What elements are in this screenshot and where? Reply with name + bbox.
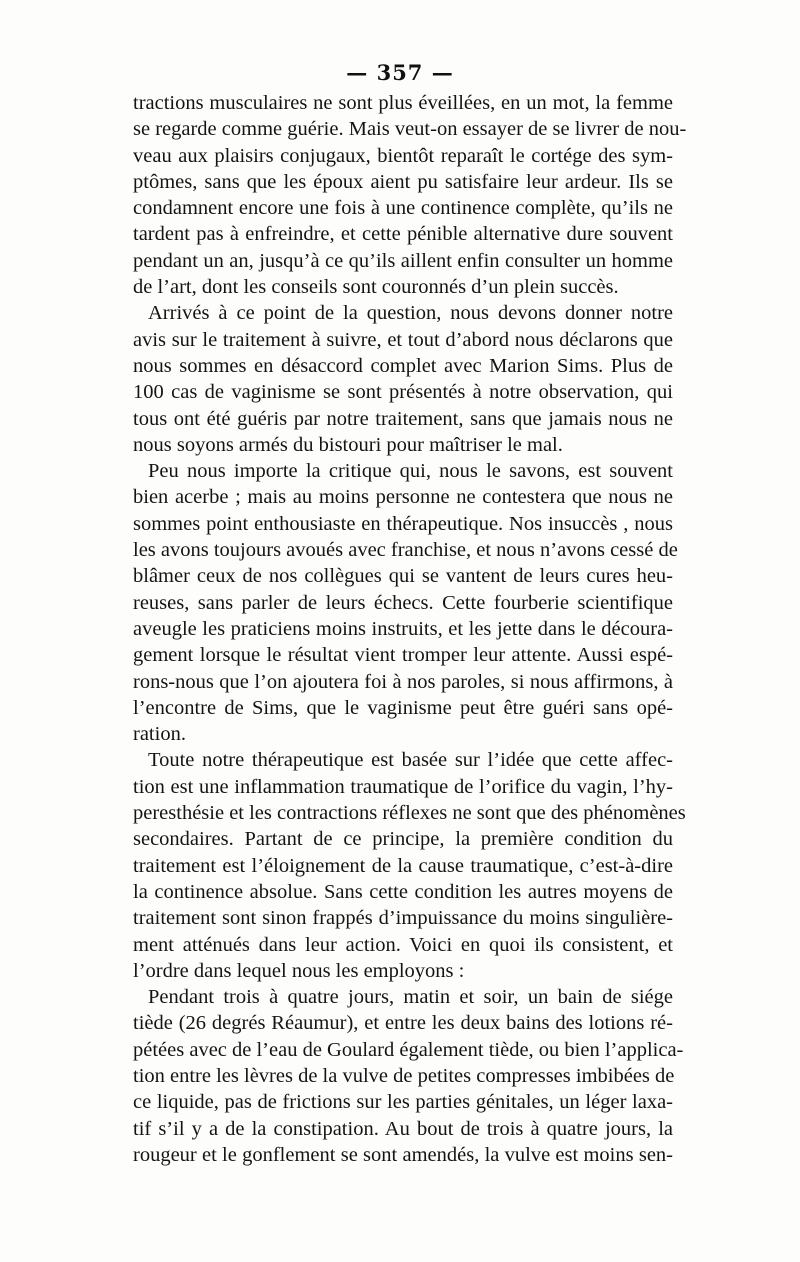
body-text [133,90,687,1168]
text-line: ration. [133,723,186,746]
text-line: secondaires. Partant de ce principe, la première condition du [133,828,673,851]
text-line: tion est une inflammation traumatique de l’orifice du vagin, l’hy- [133,775,673,798]
text-line: peresthésie et les contractions réflexes ne sont que des phénomènes [133,802,686,825]
paragraph [133,984,684,1168]
paragraph [133,300,673,458]
text-line: avis sur le traitement à suivre, et tout d’abord nous déclarons que [133,328,673,351]
text-line: Arrivés à ce point de la question, nous devons donner notre [148,302,673,325]
text-line: tardent pas à enfreindre, et cette pénible alternative dure souvent [133,223,673,246]
text-line: la continence absolue. Sans cette condition les autres moyens de [133,880,673,903]
text-line: traitement sont sinon frappés d’impuissance du moins singulière- [133,907,673,930]
text-line: 100 cas de vaginisme se sont présentés à notre observation, qui [133,381,673,404]
text-line: blâmer ceux de nos collègues qui se vantent de leurs cures heu- [133,565,673,588]
text-line: les avons toujours avoués avec franchise, et nous n’avons cessé de [133,539,678,562]
text-line: gement lorsque le résultat vient tromper leur attente. Aussi espé- [133,644,673,667]
text-line: nous soyons armés du bistouri pour maîtriser le mal. [133,433,563,456]
text-line: Toute notre thérapeutique est basée sur l’idée que cette affec- [148,749,673,772]
text-line: ce liquide, pas de frictions sur les parties génitales, un léger laxa- [133,1091,673,1114]
text-line: nous sommes en désaccord complet avec Marion Sims. Plus de [133,354,673,377]
text-line: traitement est l’éloignement de la cause traumatique, c’est-à-dire [133,854,673,877]
text-line: rons-nous que l’on ajoutera foi à nos paroles, si nous affirmons, à [133,670,673,693]
text-line: se regarde comme guérie. Mais veut-on essayer de se livrer de nou- [133,118,687,141]
text-line: ment atténués dans leur action. Voici en quoi ils consistent, et [133,933,673,956]
text-line: sommes point enthousiaste en thérapeutique. Nos insuccès , nous [133,512,673,535]
paragraph [133,747,686,984]
paragraph [133,90,687,300]
text-line: Peu nous importe la critique qui, nous le savons, est souvent [148,460,673,483]
text-line: tous ont été guéris par notre traitement, sans que jamais nous ne [133,407,673,430]
text-line: rougeur et le gonflement se sont amendés, la vulve est moins sen- [133,1143,673,1166]
text-line: tractions musculaires ne sont plus éveillées, en un mot, la femme [133,92,673,114]
text-line: condamnent encore une fois à une continence complète, qu’ils ne [133,197,673,220]
paragraph [133,458,678,747]
text-line: veau aux plaisirs conjugaux, bientôt reparaît le cortége des sym- [133,144,673,167]
text-line: de l’art, dont les conseils sont couronnés d’un plein succès. [133,276,619,299]
text-line: bien acerbe ; mais au moins personne ne contestera que nous ne [133,486,673,509]
text-line: l’ordre dans lequel nous les employons : [133,959,465,982]
text-line: reuses, sans parler de leurs échecs. Cette fourberie scientifique [133,591,673,614]
text-line: tif s’il y a de la constipation. Au bout de trois à quatre jours, la [133,1117,673,1140]
text-line: ptômes, sans que les époux aient pu satisfaire leur ardeur. Ils se [133,170,673,193]
text-line: l’encontre de Sims, que le vaginisme peut être guéri sans opé- [133,696,673,719]
text-line: tiède (26 degrés Réaumur), et entre les deux bains des lotions ré- [133,1012,673,1035]
text-line: pendant un an, jusqu’à ce qu’ils aillent enfin consulter un homme [133,249,673,272]
page-number: — 357 — [346,60,454,85]
text-line: Pendant trois à quatre jours, matin et soir, un bain de siége [148,986,673,1009]
text-line: tion entre les lèvres de la vulve de petites compresses imbibées de [133,1064,675,1087]
text-line: aveugle les praticiens moins instruits, et les jette dans le découra- [133,617,673,640]
text-line: pétées avec de l’eau de Goulard également tiède, ou bien l’applica- [133,1038,684,1061]
